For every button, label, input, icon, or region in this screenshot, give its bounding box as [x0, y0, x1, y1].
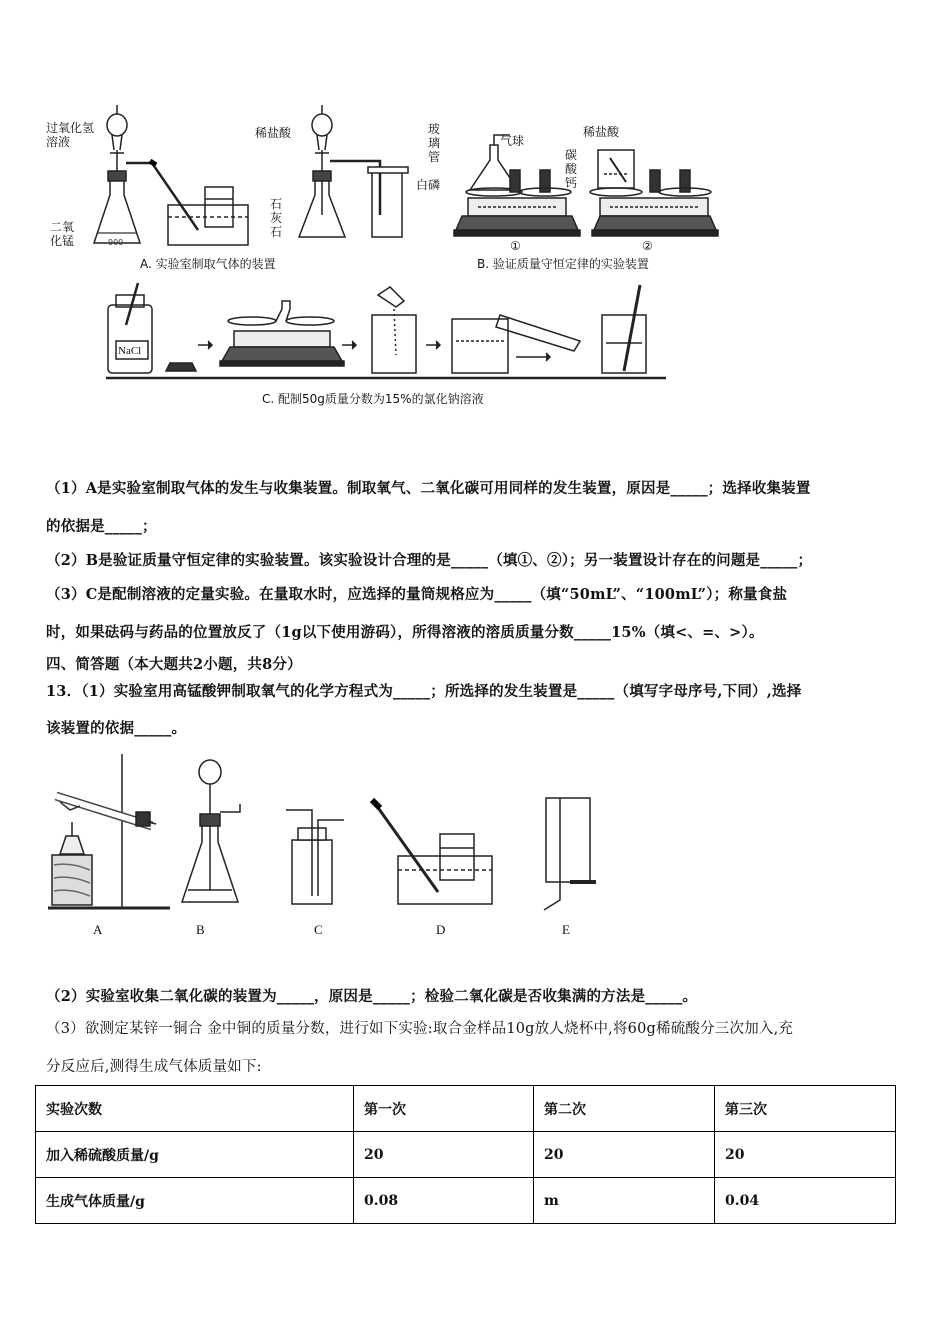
q13-part3-line2: 分反应后,测得生成气体质量如下: [46, 1059, 262, 1075]
table-header-cell: 第二次 [534, 1086, 715, 1132]
q13-line2: 该装置的依据_____。 [46, 720, 187, 737]
section4-heading: 四、简答题（本大题共2小题，共8分） [46, 656, 302, 673]
table-header-cell: 第三次 [715, 1086, 896, 1132]
svg-text:900: 900 [108, 238, 124, 247]
experiment-table [35, 1085, 896, 1224]
apparatus-a1-drawing [90, 95, 270, 255]
label-mno2: 二氧化锰 [50, 220, 75, 248]
apparatus-label-d: D [436, 922, 446, 937]
apparatus-label-e: E [562, 922, 570, 937]
label-hcl-b: 稀盐酸 [583, 125, 620, 139]
table-header-cell: 实验次数 [36, 1086, 354, 1132]
apparatus-label-b: B [196, 922, 205, 937]
q13-line1: 13．（1）实验室用高锰酸钾制取氧气的化学方程式为_____；所选择的发生装置是_____（填写字母序号,下同）,选择 [46, 683, 802, 700]
table-row [36, 1178, 896, 1224]
label-n2: ② [642, 239, 653, 253]
balance-b2-drawing [590, 130, 720, 253]
preparation-steps-drawing [104, 275, 674, 385]
table-row [36, 1132, 896, 1178]
table-cell: m [534, 1178, 715, 1224]
label-hcl-a: 稀盐酸 [255, 126, 292, 140]
label-limestone: 石灰石 [270, 197, 283, 239]
caption-a: A. 实验室制取气体的装置 [140, 257, 276, 271]
apparatus-label-a: A [93, 922, 103, 937]
label-white-phosphorus: 白磷 [416, 178, 441, 192]
q13-part2: （2）实验室收集二氧化碳的装置为_____，原因是_____；检验二氧化碳是否收集满的方法是_____。 [46, 988, 698, 1005]
q3-line1: （3）C是配制溶液的定量实验。在量取水时，应选择的量筒规格应为_____（填“50mL”、“100mL”）；称量食盐 [46, 586, 788, 603]
table-cell: 加入稀硫酸质量/g [36, 1132, 354, 1178]
label-n1: ① [510, 239, 521, 253]
caption-c: C. 配制50g质量分数为15%的氯化钠溶液 [262, 392, 484, 406]
q13-part3-line1: （3）欲测定某锌一铜合 金中铜的质量分数，进行如下实验:取合金样品10g放人烧杯中,将60g稀硫酸分三次加入,充 [46, 1021, 794, 1037]
table-cell: 20 [354, 1132, 534, 1178]
apparatus-label-c: C [314, 922, 323, 937]
nacl-label: NaCl [118, 345, 142, 357]
caption-b: B. 验证质量守恒定律的实验装置 [477, 257, 649, 271]
apparatus-ae-drawing [40, 750, 610, 920]
label-h2o2: 过氧化氢溶液 [46, 121, 95, 149]
q3-line2: 时，如果砝码与药品的位置放反了（1g以下使用游码），所得溶液的溶质质量分数_____15%（填<、=、>）。 [46, 624, 764, 641]
q1-line2: 的依据是_____； [46, 518, 157, 535]
table-cell: 0.08 [354, 1178, 534, 1224]
table-cell: 20 [715, 1132, 896, 1178]
table-header-row [36, 1086, 896, 1132]
table-cell: 生成气体质量/g [36, 1178, 354, 1224]
q2: （2）B是验证质量守恒定律的实验装置。该实验设计合理的是_____（填①、②）；另一装置设计存在的问题是_____； [46, 552, 813, 569]
table-cell: 0.04 [715, 1178, 896, 1224]
apparatus-a2-drawing [300, 95, 420, 245]
table-header-cell: 第一次 [354, 1086, 534, 1132]
label-caco3: 碳酸钙 [565, 148, 578, 190]
table-cell: 20 [534, 1132, 715, 1178]
balance-b1-drawing [450, 130, 580, 253]
q1-line1: （1）A是实验室制取气体的发生与收集装置。制取氧气、二氧化碳可用同样的发生装置，原因是_____；选择收集装置 [46, 480, 811, 497]
label-glass-tube: 玻璃管 [428, 122, 441, 164]
label-balloon: 气球 [500, 134, 525, 148]
